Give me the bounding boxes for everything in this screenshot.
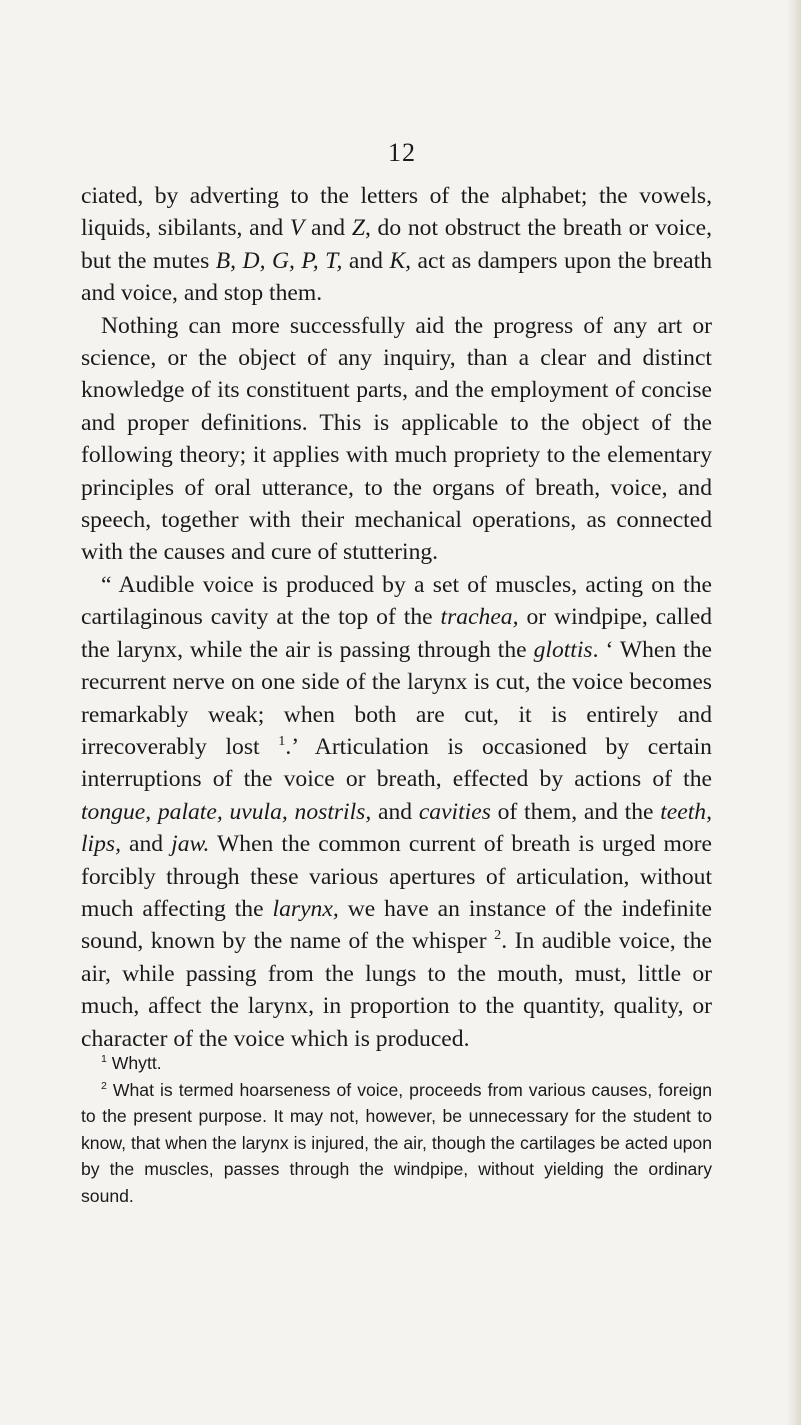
text-run: “ Audible voice is produced by a set of muscles, acting on the cartilaginous cavity at the top of the: [81, 571, 712, 631]
paragraph-1: [81, 180, 712, 310]
text-run: Nothing can more successfully aid the progress of any art or science, or the object of any inquiry, than a clear and distinct knowledge of its constituent parts, and the employment of concise and proper definitions. This is applicable to the object of the following theory; it applies with much propriety to the elementary principles of oral utterance, to the organs of breath, voice, and speech, together with their mechanical operations, as connected with the causes and cure of stuttering.: [81, 312, 712, 566]
paragraph-3: [81, 569, 712, 1055]
italic-term: larynx,: [272, 895, 339, 922]
text-run: ciated, by adverting to the letters of the alphabet; the vowels, liquids, sibilants, and: [81, 183, 712, 242]
text-run: Whytt.: [106, 1053, 162, 1073]
italic-term: jaw.: [171, 831, 210, 858]
page-number: 12: [388, 138, 416, 167]
text-run: What is termed hoarseness of voice, proceeds from various causes, foreign to the present purpose. It may not, however, be unnecessary for the student to know, that when the larynx is injured, the air, though the cartilages be acted upon by the muscles, passes through the windpipe, without yielding the ordinary sound.: [81, 1079, 712, 1206]
text-run: When the common current of breath is urged more forcibly through these various apertures of articulation, without much affecting the: [81, 831, 712, 922]
footnotes: [81, 1050, 712, 1209]
italic-term: tongue, palate, uvula, nostrils,: [81, 798, 372, 825]
text-run: .’ Articulation is occasioned by certain interruptions of the voice or breath, effected by actions of the: [81, 733, 712, 793]
italic-term: teeth, lips,: [81, 798, 712, 858]
footnote-marker: 2: [101, 1079, 107, 1092]
italic-term: V: [289, 215, 305, 242]
text-run: act as dampers upon the breath and voice, and stop them.: [81, 247, 712, 307]
page-edge-shadow: [787, 0, 801, 1425]
text-run: or windpipe, called the larynx, while the air is passing through the: [81, 604, 712, 663]
italic-term: B, D, G, P, T,: [215, 247, 343, 274]
text-run: of them, and the: [490, 798, 661, 825]
text-run: we have an instance of the indefinite sound, known by the name of the whisper: [81, 895, 712, 955]
footnote-marker: 1: [278, 733, 286, 750]
text-run: and: [304, 215, 352, 242]
footnote-1: [81, 1050, 712, 1077]
italic-term: trachea,: [440, 604, 519, 631]
body-text: [81, 180, 712, 1055]
footnote-2: [81, 1077, 712, 1210]
footnote-marker: 2: [494, 927, 502, 944]
text-run: . In audible voice, the air, while passing from the lungs to the mouth, must, little or much, affect the larynx, in proportion to the quantity, quality, or character of the voice which is produced.: [81, 928, 713, 1052]
paragraph-2: [81, 310, 712, 569]
text-run: , do not obstruct the breath or voice, but the mutes: [81, 215, 712, 274]
italic-term: K,: [389, 247, 412, 274]
italic-term: Z: [351, 215, 365, 242]
italic-term: cavities: [418, 798, 491, 825]
italic-term: glottis: [533, 636, 593, 663]
text-run: and: [121, 831, 172, 858]
text-run: . ‘ When the recurrent nerve on one side of the larynx is cut, the voice becomes remarkably weak; when both are cut, it is entirely and irrecoverably lost: [81, 636, 712, 760]
text-run: and: [342, 247, 390, 274]
footnote-marker: 1: [101, 1053, 107, 1066]
text-run: and: [371, 798, 419, 825]
